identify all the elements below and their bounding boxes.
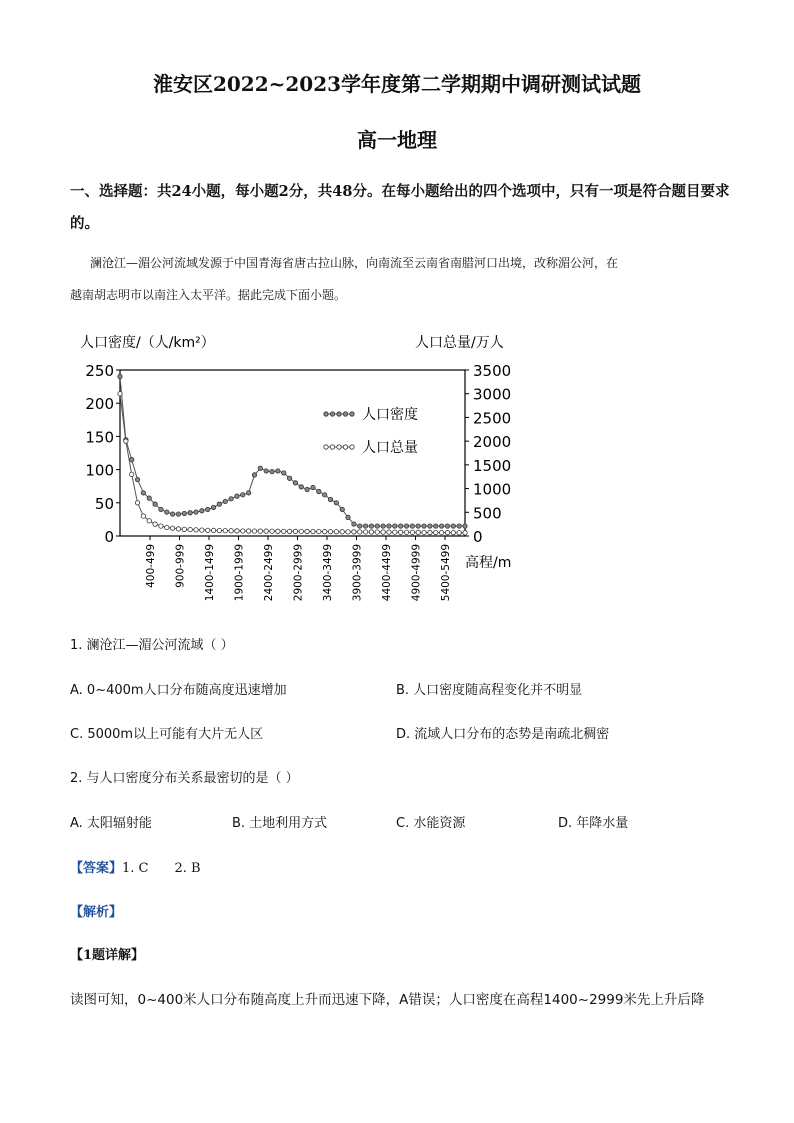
total-point (258, 529, 262, 533)
question-2-option-b: B. 土地利用方式 (232, 816, 328, 831)
question-1-option-c: C. 5000m以上可能有大片无人区 (70, 727, 264, 742)
question-2-stem: 2. 与人口密度分布关系最密切的是（ ） (70, 771, 299, 786)
legend-total-point (337, 445, 341, 449)
density-point (159, 507, 163, 511)
density-point (176, 512, 180, 516)
total-point (282, 529, 286, 533)
legend-density-point (324, 412, 328, 416)
answer-1: 1. C (122, 861, 149, 876)
legend-density-label: 人口密度 (362, 407, 418, 423)
section-heading: 一、选择题：共24小题，每小题2分，共48分。在每小题给出的四个选项中，只有一项是符合题目要求的。 (70, 183, 730, 232)
question-1-option-d: D. 流域人口分布的态势是南疏北稠密 (396, 727, 610, 742)
total-point (404, 530, 408, 534)
density-point (129, 457, 133, 461)
question-2-option-a: A. 太阳辐射能 (70, 816, 152, 831)
total-point (299, 529, 303, 533)
density-point (135, 477, 139, 481)
legend-total-point (330, 445, 334, 449)
x-tick-label: 3900-3999 (351, 544, 364, 602)
total-point (317, 529, 321, 533)
total-point (428, 530, 432, 534)
total-point (434, 530, 438, 534)
total-point (129, 472, 133, 476)
density-point (404, 524, 408, 528)
y-left-tick-label: 100 (85, 461, 114, 480)
density-point (369, 524, 373, 528)
total-point (387, 530, 391, 534)
density-point (305, 487, 309, 491)
total-point (147, 519, 151, 523)
density-point (457, 524, 461, 528)
total-point (416, 530, 420, 534)
y-left-tick-label: 150 (85, 428, 114, 447)
total-point (229, 529, 233, 533)
x-ticks (145, 536, 452, 601)
legend-density-marks (324, 412, 354, 416)
density-point (182, 511, 186, 515)
population-chart (70, 325, 550, 605)
density-point (170, 512, 174, 516)
total-point (176, 527, 180, 531)
legend-total-marks (324, 445, 354, 449)
density-point (381, 524, 385, 528)
total-point (363, 530, 367, 534)
page-subtitle: 高一地理 (357, 128, 437, 152)
answer-tag: 【答案】 (70, 861, 123, 876)
y-right-tick-label: 1000 (473, 480, 512, 499)
total-point (293, 529, 297, 533)
total-point (287, 529, 291, 533)
y-right-tick-label: 1500 (473, 456, 512, 475)
legend-total-point (324, 445, 328, 449)
total-point (124, 439, 128, 443)
total-point (235, 529, 239, 533)
legend (324, 406, 418, 456)
density-point (416, 524, 420, 528)
y-right-tick-label: 3500 (473, 362, 512, 380)
density-point (334, 501, 338, 505)
y-left-tick-label: 200 (85, 395, 114, 414)
density-point (428, 524, 432, 528)
y-right-ticks (465, 362, 511, 546)
total-point (200, 528, 204, 532)
density-point (293, 481, 297, 485)
density-point (375, 524, 379, 528)
legend-density-point (350, 412, 354, 416)
total-point (305, 529, 309, 533)
total-point (328, 529, 332, 533)
legend-total-point (343, 445, 347, 449)
x-tick-label: 5400-5499 (440, 544, 452, 602)
total-point (311, 529, 315, 533)
question-2-option-c: C. 水能资源 (396, 816, 466, 831)
x-tick-label: 400-499 (145, 544, 157, 588)
density-point (358, 524, 362, 528)
density-point (434, 524, 438, 528)
density-point (252, 473, 256, 477)
density-point (211, 505, 215, 509)
total-point (410, 530, 414, 534)
total-point (118, 392, 122, 396)
total-point (206, 528, 210, 532)
y-right-tick-label: 0 (473, 528, 483, 546)
total-point (211, 528, 215, 532)
detail-tag: 【1题详解】 (70, 948, 145, 963)
legend-density-point (337, 412, 341, 416)
density-point (322, 493, 326, 497)
total-point (165, 525, 169, 529)
density-point (270, 469, 274, 473)
y-left-tick-label: 250 (85, 362, 114, 380)
density-point (223, 499, 227, 503)
total-point (352, 530, 356, 534)
question-1-stem: 1. 澜沧江—湄公河流域（ ） (70, 638, 234, 653)
density-point (188, 511, 192, 515)
y-left-tick-label: 0 (104, 528, 114, 546)
total-point (422, 530, 426, 534)
density-point (352, 522, 356, 526)
question-1-option-a: A. 0~400m人口分布随高度迅速增加 (70, 683, 287, 698)
analysis-tag: 【解析】 (70, 905, 123, 920)
total-point (135, 501, 139, 505)
x-tick-label: 900-999 (174, 544, 187, 588)
total-point (217, 528, 221, 532)
y-right-tick-label: 2000 (473, 433, 512, 452)
y-left-tick-label: 50 (94, 494, 114, 513)
total-point (182, 527, 186, 531)
x-tick-label: 3400-3499 (322, 544, 334, 602)
density-point (439, 524, 443, 528)
density-point (194, 510, 198, 514)
x-tick-label: 2900-2999 (292, 544, 305, 602)
total-point (439, 530, 443, 534)
total-point (393, 530, 397, 534)
total-point (358, 530, 362, 534)
total-point (381, 530, 385, 534)
y-right-tick-label: 3000 (473, 385, 512, 404)
x-tick-label: 4900-4999 (410, 544, 423, 602)
density-point (229, 497, 233, 501)
total-point (457, 531, 461, 535)
total-point (170, 526, 174, 530)
density-point (387, 524, 391, 528)
density-point (398, 524, 402, 528)
intro-line-1: 澜沧江—湄公河流域发源于中国青海省唐古拉山脉，向南流至云南省南腊河口出境，改称湄公河，在 (90, 256, 619, 270)
density-point (276, 469, 280, 473)
density-point (463, 524, 467, 528)
density-point (141, 491, 145, 495)
density-point (241, 493, 245, 497)
density-point (264, 469, 268, 473)
total-point (375, 530, 379, 534)
answer-2: 2. B (174, 861, 201, 876)
total-point (322, 529, 326, 533)
density-point (451, 524, 455, 528)
x-axis-label: 高程/m (465, 555, 512, 571)
density-point (363, 524, 367, 528)
density-point (445, 524, 449, 528)
density-point (311, 485, 315, 489)
total-point (264, 529, 268, 533)
density-point (258, 466, 262, 470)
density-point (410, 524, 414, 528)
density-point (317, 489, 321, 493)
legend-total-label: 人口总量 (362, 440, 418, 456)
density-point (118, 374, 122, 378)
density-point (422, 524, 426, 528)
density-point (147, 496, 151, 500)
x-tick-label: 2400-2499 (263, 544, 275, 602)
detail-text: 读图可知，0~400米人口分布随高度上升而迅速下降，A错误；人口密度在高程1400~2999米先上升后降 (70, 992, 705, 1008)
legend-density-point (330, 412, 334, 416)
density-point (246, 491, 250, 495)
total-point (141, 514, 145, 518)
x-tick-label: 1900-1999 (233, 544, 246, 602)
density-point (206, 507, 210, 511)
legend-total-point (350, 445, 354, 449)
density-point (165, 510, 169, 514)
density-point (287, 476, 291, 480)
y-right-tick-label: 500 (473, 504, 502, 523)
total-point (463, 531, 467, 535)
total-point (451, 530, 455, 534)
total-point (241, 529, 245, 533)
total-point (194, 528, 198, 532)
density-point (346, 515, 350, 519)
density-point (328, 497, 332, 501)
total-point (398, 530, 402, 534)
intro-line-2: 越南胡志明市以南注入太平洋。据此完成下面小题。 (70, 288, 347, 302)
total-point (270, 529, 274, 533)
question-1-option-b: B. 人口密度随高程变化并不明显 (396, 683, 583, 698)
density-point (282, 471, 286, 475)
total-point (334, 530, 338, 534)
density-point (393, 524, 397, 528)
density-point (235, 494, 239, 498)
total-point (445, 530, 449, 534)
total-point (153, 522, 157, 526)
question-2-option-d: D. 年降水量 (558, 816, 629, 831)
page-title: 淮安区2022~2023学年度第二学期期中调研测试试题 (152, 72, 642, 96)
x-tick-label: 1400-1499 (204, 544, 216, 602)
y-left-ticks (85, 362, 120, 546)
total-point (188, 527, 192, 531)
total-point (276, 529, 280, 533)
density-point (217, 502, 221, 506)
total-point (346, 530, 350, 534)
total-point (369, 530, 373, 534)
total-point (159, 524, 163, 528)
total-point (246, 529, 250, 533)
total-point (340, 530, 344, 534)
total-point (252, 529, 256, 533)
density-point (299, 485, 303, 489)
legend-density-point (343, 412, 347, 416)
y-left-label: 人口密度/（人/km²） (80, 335, 215, 351)
y-right-label: 人口总量/万人 (415, 335, 504, 351)
density-point (340, 507, 344, 511)
total-point (223, 528, 227, 532)
density-point (153, 502, 157, 506)
density-point (200, 509, 204, 513)
x-tick-label: 4400-4499 (381, 544, 393, 602)
y-right-tick-label: 2500 (473, 409, 512, 428)
